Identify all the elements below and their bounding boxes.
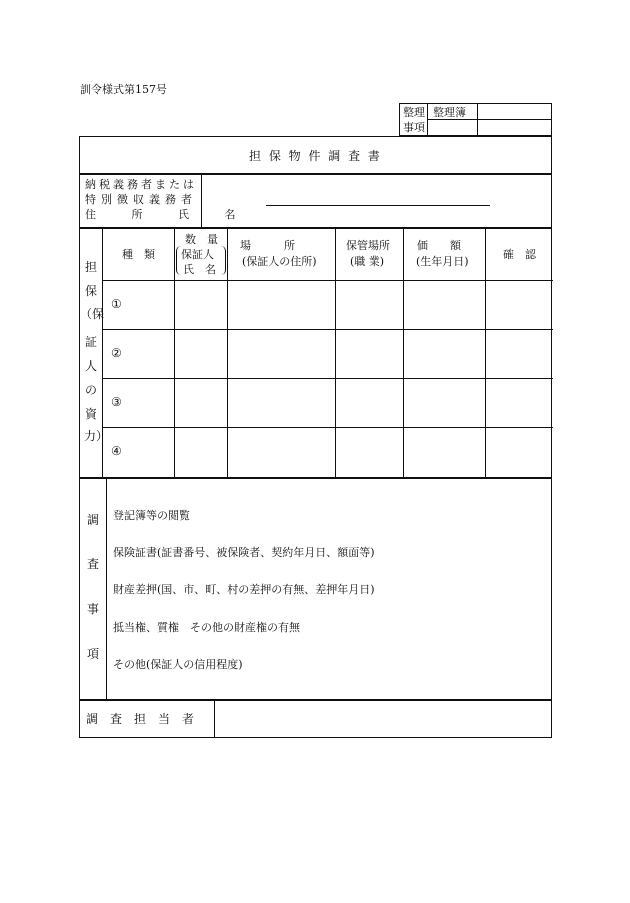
header-quantity-top: 数 量 — [185, 233, 218, 246]
cell-value[interactable] — [404, 379, 485, 427]
header-quantity — [175, 229, 227, 280]
survey-item: 抵当権、質権 その他の財産権の有無 — [113, 621, 300, 634]
cell-confirm[interactable] — [486, 330, 553, 378]
officer-field[interactable] — [215, 701, 552, 737]
survey-item: 財産差押(国、市、町、村の差押の有無、差押年月日) — [113, 583, 375, 596]
assets-side-char: 担 — [85, 260, 98, 274]
row-number: ② — [111, 346, 122, 360]
cell-place[interactable] — [228, 281, 335, 329]
seiri-book-value[interactable] — [478, 105, 552, 118]
seiri-item-value[interactable] — [478, 120, 552, 135]
seiri-label-line1: 整理 — [403, 106, 425, 119]
cell-storage[interactable] — [336, 379, 403, 427]
cell-value[interactable] — [404, 428, 485, 476]
seiri-book-label: 整理簿 — [433, 106, 466, 119]
seiri-label-line2: 事項 — [403, 121, 425, 134]
cell-confirm[interactable] — [486, 428, 553, 476]
header-value-main: 価 額 — [417, 239, 461, 252]
header-place — [228, 229, 335, 280]
header-kind: 種 類 — [122, 248, 155, 261]
seiri-item-cell[interactable] — [428, 120, 476, 135]
row-number: ① — [111, 297, 122, 311]
survey-item: 保険証書(証書番号、被保険者、契約年月日、額面等) — [113, 546, 375, 559]
header-quantity-bot: 氏 名 — [183, 263, 216, 276]
cell-quantity[interactable] — [175, 330, 227, 378]
assets-side-char: 人 — [85, 359, 98, 373]
cell-value[interactable] — [404, 330, 485, 378]
cell-place[interactable] — [228, 428, 335, 476]
cell-quantity[interactable] — [175, 281, 227, 329]
taxpayer-label-line2: 特別徴収義務者 — [85, 193, 197, 206]
cell-confirm[interactable] — [486, 379, 553, 427]
assets-side-char: （保 — [80, 307, 105, 321]
header-confirm: 確 認 — [503, 248, 536, 261]
cell-storage[interactable] — [336, 428, 403, 476]
cell-storage[interactable] — [336, 281, 403, 329]
officer-label: 調 査 担 当 者 — [86, 712, 195, 726]
assets-side-char: 証 — [85, 335, 98, 349]
cell-quantity[interactable] — [175, 379, 227, 427]
assets-side-label — [80, 229, 109, 477]
asset-table — [103, 229, 553, 477]
cell-place[interactable] — [228, 330, 335, 378]
taxpayer-label-line1: 納税義務者または — [85, 178, 197, 191]
survey-side-label — [80, 479, 106, 699]
header-place-main: 場 所 — [240, 239, 295, 252]
header-place-sub: (保証人の住所) — [242, 255, 317, 268]
paren-left — [176, 246, 181, 275]
assets-side-char: の — [85, 383, 98, 397]
seiri-box — [399, 103, 552, 136]
survey-side-char: 事 — [87, 602, 100, 616]
assets-side-char: 保 — [85, 284, 98, 298]
survey-item: その他(保証人の信用程度) — [113, 658, 243, 671]
row-number: ④ — [111, 444, 122, 458]
header-storage-sub: (職 業) — [350, 255, 385, 268]
header-value-sub: (生年月日) — [416, 255, 469, 268]
assets-side-char: 資 — [85, 407, 98, 421]
taxpayer-label-line3: 住 所 氏 名 — [85, 208, 252, 221]
taxpayer-field[interactable] — [202, 175, 552, 227]
assets-side-char: 力） — [84, 429, 109, 443]
survey-side-char: 項 — [87, 647, 100, 661]
survey-items — [107, 479, 553, 699]
cell-storage[interactable] — [336, 330, 403, 378]
page-title: 担 保 物 件 調 査 書 — [249, 148, 382, 163]
paren-right — [221, 246, 226, 275]
row-number: ③ — [111, 395, 122, 409]
cell-value[interactable] — [404, 281, 485, 329]
header-quantity-mid: 保証人 — [181, 248, 214, 261]
header-storage-main: 保管場所 — [346, 239, 390, 252]
cell-confirm[interactable] — [486, 281, 553, 329]
form-frame — [79, 136, 552, 738]
taxpayer-label — [80, 175, 252, 227]
survey-side-char: 査 — [87, 557, 100, 571]
taxpayer-underline — [266, 205, 490, 206]
cell-place[interactable] — [228, 379, 335, 427]
survey-item: 登記簿等の閲覧 — [113, 509, 190, 522]
form-number: 訓令様式第157号 — [80, 83, 167, 96]
header-storage — [336, 229, 403, 280]
cell-quantity[interactable] — [175, 428, 227, 476]
survey-side-char: 調 — [87, 513, 100, 527]
header-value — [404, 229, 485, 280]
